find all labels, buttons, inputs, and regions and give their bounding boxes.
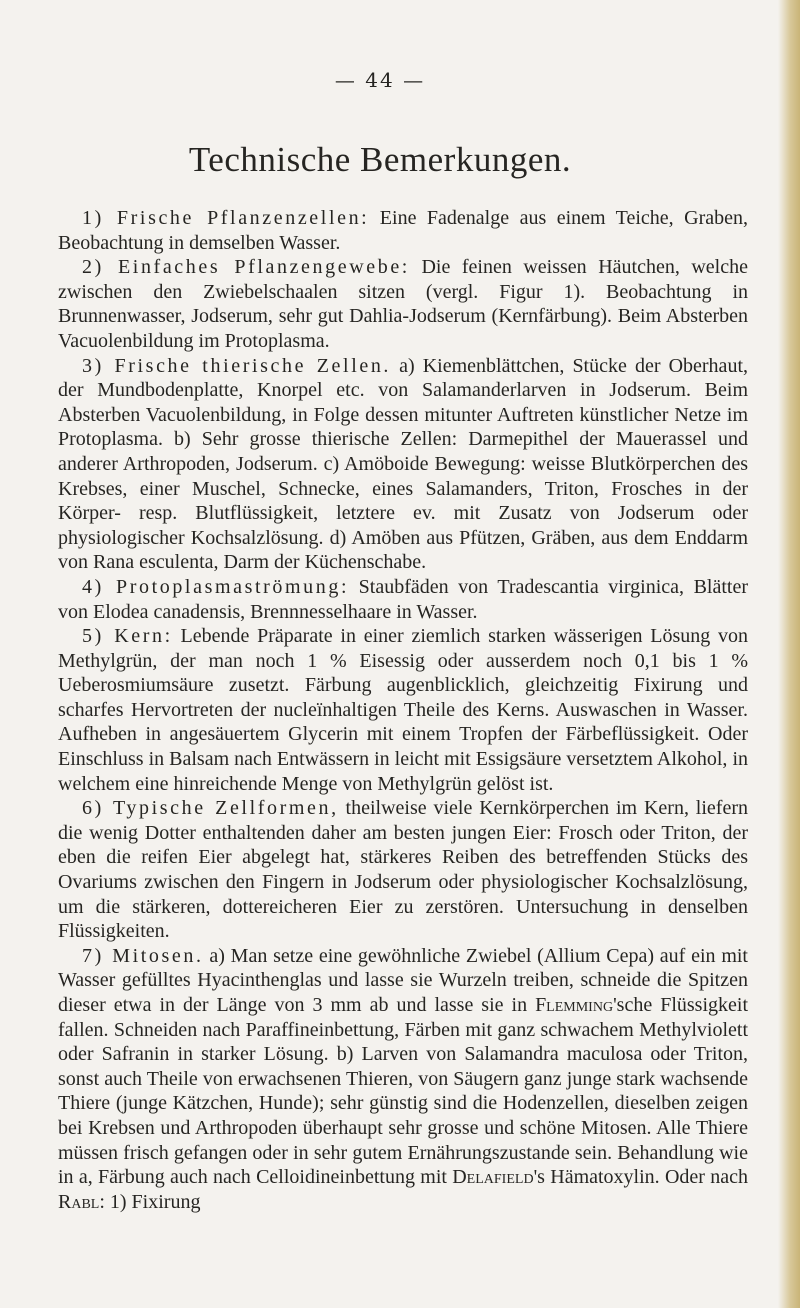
paragraph-lead: 7) Mitosen. bbox=[82, 944, 204, 967]
paragraph-text: 's Hämatoxylin. Oder nach bbox=[533, 1166, 749, 1189]
paragraph-text: Die feinen weissen Häutchen, welche zwischen den Zwiebelschaalen sitzen (vergl. Figur 1). Beobachtung in Brunnenwasser, Jodserum, sehr gut Dahlia-Jodserum (Kernfärbung). Beim Absterben Vacuolenbildung im Protoplasma. bbox=[58, 256, 748, 352]
paragraph-lead: 4) Protoplasmaströmung: bbox=[82, 575, 350, 598]
paragraph-text: Eine Fadenalge aus einem Teiche, Graben, Beobachtung in demselben Wasser. bbox=[58, 207, 748, 254]
page-heading: Technische Bemerkungen. bbox=[188, 140, 572, 179]
paragraph-lead: 5) Kern: bbox=[82, 625, 173, 648]
paragraph-text: a) Man setze eine gewöhnliche Zwiebel (Allium Cepa) auf ein mit Wasser gefülltes Hyacinthenglas und lasse sie Wurzeln treiben, schneide die Spitzen dieser etwa in der Länge von 3 mm ab und lasse sie in bbox=[58, 944, 748, 1016]
paragraph-3 bbox=[58, 354, 748, 575]
paragraph-text: 'sche Flüssigkeit fallen. Schneiden nach Paraffineinbettung, Färben mit ganz schwachem Methylviolett oder Safranin in starker Lösung. b) Larven von Salamandra maculosa oder Triton, sonst auch Theile von erwachsenen Thieren, von Säugern ganz junge stark wachsende Thiere (junge Kätzchen, Hunde); sehr günstig sind die Hodenzellen, dieselben zeigen bei Krebsen und Arthropoden überhaupt sehr grosse und schöne Mitosen. Alle Thiere müssen frisch gefangen oder in sehr gutem Ernährungszustande sein. Behandlung wie in a, Färbung auch nach Celloidineinbettung mit bbox=[58, 994, 748, 1189]
paragraph-lead: 3) Frische thierische Zellen. bbox=[82, 354, 392, 377]
body-text bbox=[58, 206, 748, 1214]
paragraph-text: Lebende Präparate in einer ziemlich starken wässerigen Lösung von Methylgrün, der man noch 1 % Eisessig oder ausserdem noch 0,1 bis 1 % Ueberosmiumsäure zusetzt. Färbung augenblicklich, gleichzeitig Fixirung und scharfes Hervortreten der nucleïnhaltigen Theile des Kerns. Auswaschen in Wasser. Aufheben in angesäuertem Glycerin mit einem Tropfen der Färbeflüssigkeit. Oder Einschluss in Balsam nach Entwässern in leicht mit Essigsäure versetztem Alkohol, in welchem eine hinreichende Menge von Methylgrün gelöst ist. bbox=[58, 625, 748, 795]
page-edge-shadow bbox=[778, 0, 800, 1308]
paragraph-text: : 1) Fixirung bbox=[99, 1190, 201, 1213]
paragraph-text: theilweise viele Kernkörperchen im Kern, liefern die wenig Dotter enthaltenden daher am besten jungen Eier: Frosch oder Triton, der eben die reifen Eier abgelegt hat, stärkeres Reiben des betreffenden Stücks des Ovariums zwischen den Fingern in Jodserum oder physiologischer Kochsalzlösung, um die stärkeren, dottereicheren Eier zu zerstören. Untersuchung in denselben Flüssigkeiten. bbox=[58, 797, 748, 943]
paragraph-7 bbox=[58, 944, 748, 1215]
author-name: Delafield bbox=[452, 1166, 534, 1189]
paragraph-lead: 6) Typische Zellformen, bbox=[82, 797, 339, 820]
paragraph-text: Staubfäden von Tradescantia virginica, Blätter von Elodea canadensis, Brennnesselhaare in Wasser. bbox=[58, 575, 748, 623]
paragraph-lead: 1) Frische Pflanzenzellen: bbox=[82, 207, 370, 229]
paragraph-lead: 2) Einfaches Pflanzengewebe: bbox=[82, 256, 410, 279]
paragraph-5 bbox=[58, 624, 748, 796]
paragraph-6 bbox=[58, 796, 748, 944]
page-number: — 44 — bbox=[334, 68, 426, 92]
author-name: Rabl bbox=[58, 1190, 100, 1213]
paragraph-text: a) Kiemenblättchen, Stücke der Oberhaut, der Mundbodenplatte, Knorpel etc. von Salamanderlarven in Jodserum. Beim Absterben Vacuolenbildung, in Folge dessen mitunter Auftreten künstlicher Netze im Protoplasma. b) Sehr grosse thierische Zellen: Darmepithel der Mauerassel und anderer Arthropoden, Jodserum. c) Amöboide Bewegung: weisse Blutkörperchen des Krebses, einer Muschel, Schnecke, eines Salamanders, Triton, Frosches in der Körper- resp. Blutflüssigkeit, letztere ev. mit Zusatz von Jodserum oder physiologischer Kochsalzlösung. d) Amöben aus Pfützen, Gräben, aus dem Enddarm von Rana esculenta, Darm der Küchenschabe. bbox=[58, 354, 748, 574]
paragraph-4 bbox=[58, 575, 748, 624]
author-name: Flemming bbox=[535, 994, 614, 1016]
paragraph-2 bbox=[58, 255, 748, 353]
paragraph-1 bbox=[58, 206, 748, 255]
